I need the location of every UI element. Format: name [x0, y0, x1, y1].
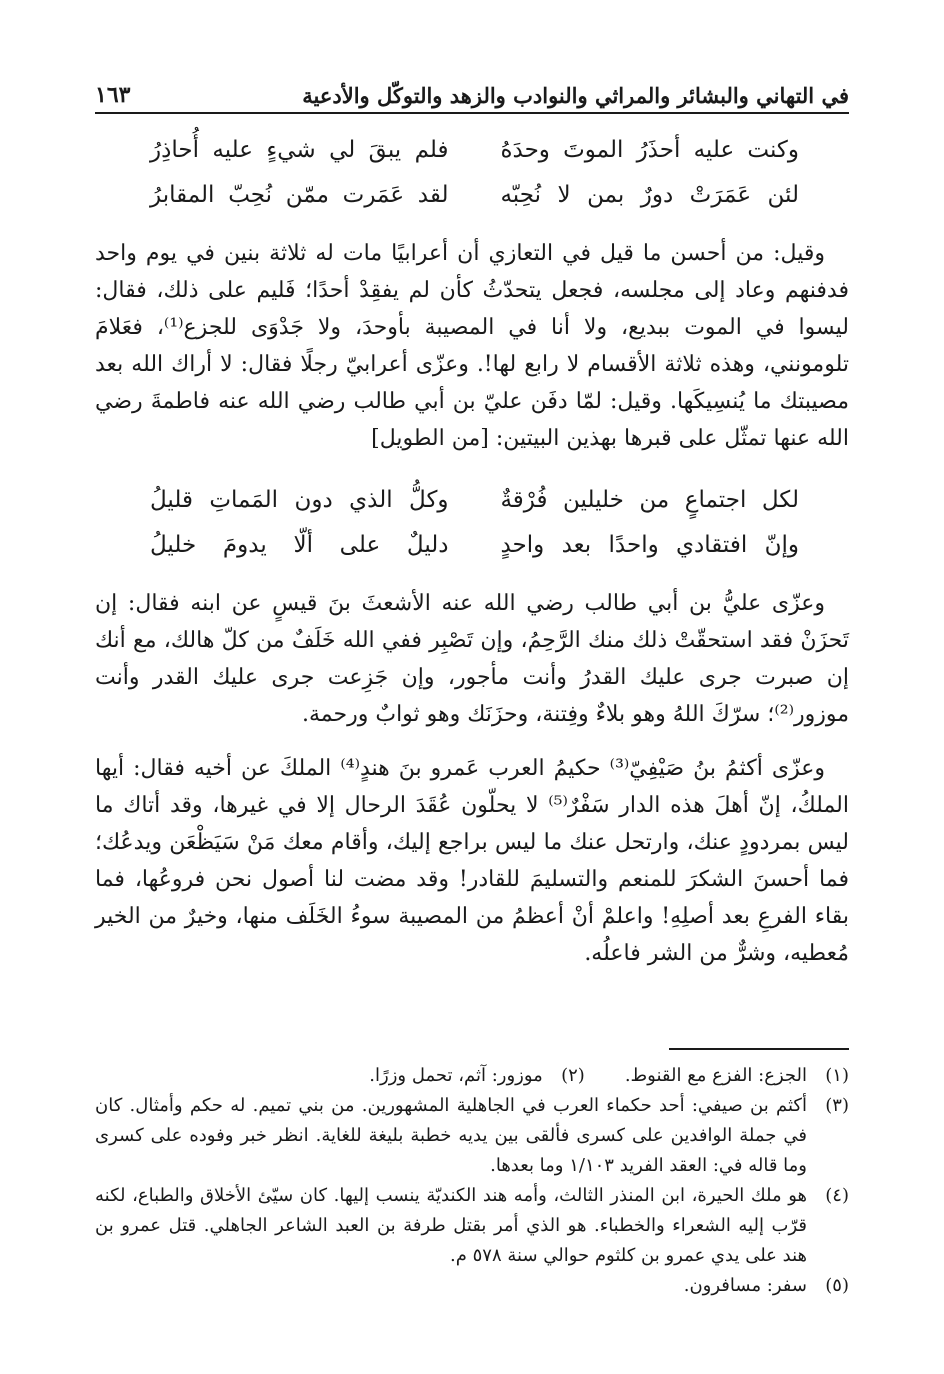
paragraph — [95, 585, 849, 733]
paragraph-text: وعزّى أكثمُ بنُ صَيْفِيّ⁽³⁾ حكيمُ العرب عَمرو بنَ هندٍ⁽⁴⁾ الملكَ عن أخيه فقال: أيها الملكُ، إنّ أهلَ هذه الدار سَفْرٌ⁽⁵⁾ لا يحلّون عُقَدَ الرحال إلا في غيرها، وقد أتاك ما ليس بمردودٍ عنك، وارتحل عنك ما ليس براجع إليك، وأقام معك مَنْ سَيَظْعَن ويدعُك؛ فما أحسنَ الشكرَ للمنعم والتسليمَ للقادر! وقد مضت لنا أصول نحن فروعُها، فما بقاء الفرعِ بعد أصلِهِ! واعلمْ أنْ أعظمُ من المصيبة سوءُ الخَلَف منها، وخيرٌ من الخير مُعطيه، وشرٌّ من الشر فاعلُه. — [95, 756, 849, 966]
footnote-separator — [669, 1048, 849, 1050]
footnotes — [95, 1061, 849, 1301]
running-title: في التهاني والبشائر والمراثي والنوادب والزهد والتوكّل والأدعية — [302, 83, 849, 108]
verse-line — [150, 130, 799, 170]
verse-line — [150, 175, 799, 215]
footnote — [95, 1271, 849, 1301]
verse-first-hemistich: لئن عَمَرَتْ دورٌ بمن لا نُحِبّه — [500, 182, 799, 208]
verse-second-hemistich: فلم يبقَ لي شيءٍ عليه أُحاذِرُ — [150, 137, 449, 163]
verse-line — [150, 525, 799, 565]
footnote-pair — [95, 1061, 849, 1091]
paragraph-text: وقيل: من أحسن ما قيل في التعازي أن أعرابيًا مات له ثلاثة بنين في يوم واحد فدفنهم وعاد إلى مجلسه، فجعل يتحدّثُ كأن لم يفقِدْ أحدًا؛ فَليم على ذلك، فقال: ليسوا في الموت ببديع، ولا أنا في المصيبة بأوحدَ، ولا جَدْوَى للجزع⁽¹⁾، فعَلامَ تلومونني، وهذه ثلاثة الأقسام لا رابع لها!. وعزّى أعرابيّ رجلًا فقال: لا أراك الله بعد مصيبتك ما يُنسِيكَها. وقيل: لمّا دفَن عليّ بن أبي طالب رضي الله عنه فاطمةَ رضي الله عنها تمثّل على قبرها بهذين البيتين: [من الطويل] — [95, 241, 849, 451]
footnote-number: (٤) — [825, 1185, 849, 1206]
verse-first-hemistich: لكل اجتماعٍ من خليلين فُرْقةٌ — [500, 487, 799, 513]
footnote-number: (٢) — [561, 1065, 585, 1086]
page-number: ١٦٣ — [95, 82, 131, 108]
footnote-text: موزور: آثم، تحمل وزرًا. — [369, 1065, 543, 1086]
paragraph-text: وعزّى عليُّ بن أبي طالب رضي الله عنه الأشعثَ بنَ قيسٍ عن ابنه فقال: إن تَحزَنْ فقد استحقّتْ ذلك منك الرَّحِمُ، وإن تَصْبِر ففي الله خَلَفٌ من كلّ هالك، مع أنك إن صبرت جرى عليك القدرُ وأنت مأجور، وإن جَزِعت جرى عليك القدر وأنت موزور⁽²⁾؛ سرّكَ اللهُ وهو بلاءٌ وفِتنة، وحزَنَك وهو ثوابٌ ورحمة. — [95, 591, 849, 727]
verse-first-hemistich: وكنت عليه أحذَرُ الموتَ وحدَهُ — [500, 137, 799, 163]
footnote-text: الجزع: الفزع مع القنوط. — [624, 1065, 807, 1086]
footnote-number: (٥) — [825, 1275, 849, 1296]
footnote-text: أكثم بن صيفي: أحد حكماء العرب في الجاهلية المشهورين. من بني تميم. له حكم وأمثال. كان في جملة الوافدين على كسرى فألقى بين يديه خطبة بليغة للغاية. انظر خبر وفوده على كسرى وما قاله في: العقد الفريد ١/١٠٣ وما بعدها. — [95, 1095, 807, 1176]
verse-second-hemistich: وكلُّ الذي دون المَماتِ قليلُ — [150, 487, 449, 513]
verse-second-hemistich: دليلٌ على ألّا يدومَ خليلُ — [150, 532, 449, 558]
paragraph — [95, 750, 849, 972]
footnote-number: (٣) — [825, 1095, 849, 1116]
footnote — [95, 1181, 849, 1271]
page-header — [95, 70, 849, 114]
paragraph — [95, 235, 849, 457]
footnote-text: هو ملك الحيرة، ابن المنذر الثالث، وأمه هند الكنديّة ينسب إليها. كان سيّئ الأخلاق والطباع، لكنه قرّب إليه الشعراء والخطباء. هو الذي أمر بقتل طرفة بن العبد الشاعر الجاهلي. قتل عمرو بن هند على يدي عمرو بن كلثوم حوالي سنة ٥٧٨ م. — [95, 1185, 807, 1266]
verse-first-hemistich: وإنّ افتقادي واحدًا بعد واحدٍ — [500, 532, 799, 558]
verse-second-hemistich: لقد عَمَرت ممّن نُحِبّ المقابرُ — [150, 182, 449, 208]
footnote-text: سفر: مسافرون. — [683, 1275, 807, 1296]
footnote — [95, 1091, 849, 1181]
footnote — [625, 1061, 849, 1091]
verse-line — [150, 480, 799, 520]
footnote-number: (١) — [825, 1065, 849, 1086]
footnote — [369, 1061, 585, 1091]
